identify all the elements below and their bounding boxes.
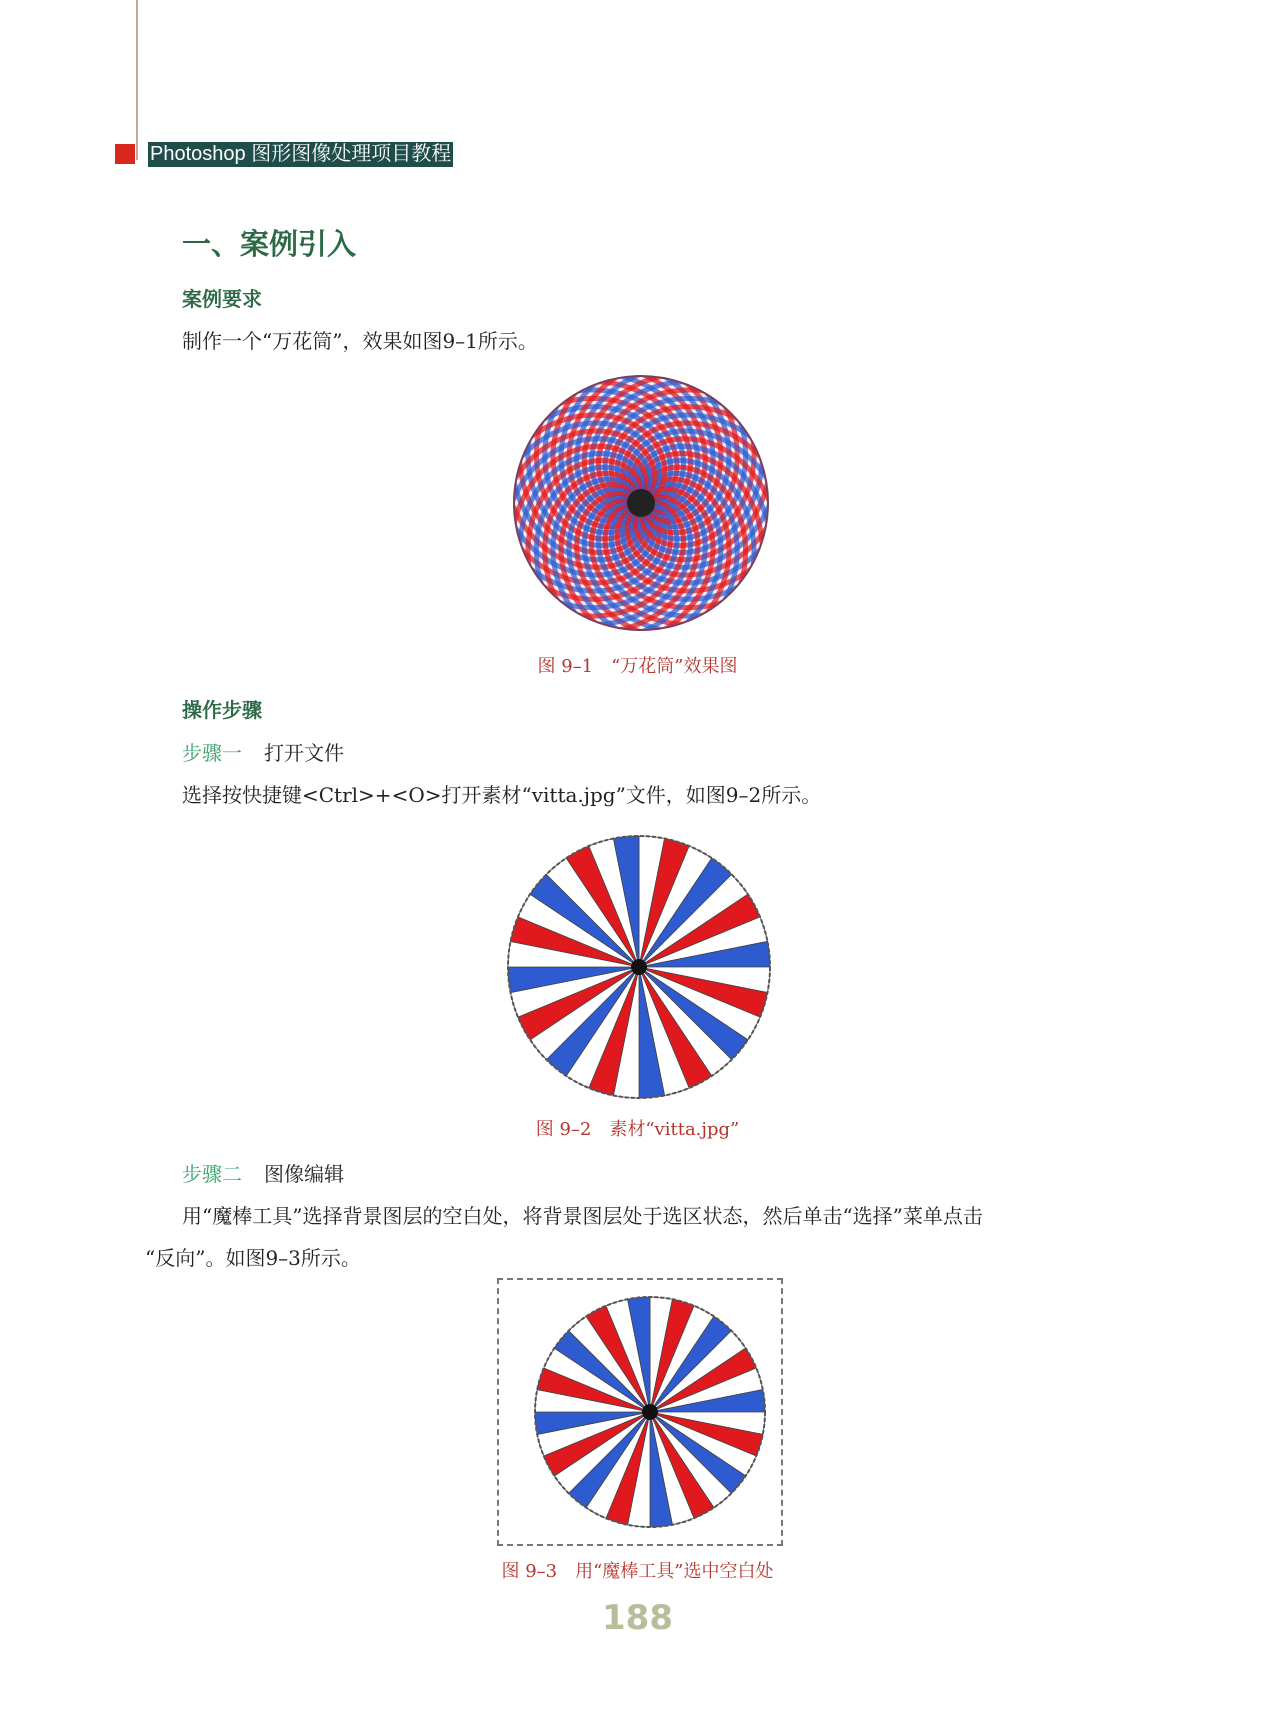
figure-kaleidoscope xyxy=(510,372,772,634)
margin-rule xyxy=(136,0,138,160)
step-2-title: 图像编辑 xyxy=(264,1162,344,1186)
figure-striped-wheel xyxy=(505,833,773,1101)
step-1-label: 步骤一 xyxy=(182,741,242,765)
book-title: Photoshop 图形图像处理项目教程 xyxy=(150,143,452,165)
step-1 xyxy=(182,737,344,766)
requirement-text: 制作一个“万花筒”，效果如图9–1所示。 xyxy=(182,329,538,353)
figure-selected-wheel xyxy=(532,1294,768,1530)
figure-2-caption: 图 9–2 素材“vitta.jpg” xyxy=(535,1119,740,1140)
figure-3-caption: 图 9–3 用“魔棒工具”选中空白处 xyxy=(501,1561,774,1582)
steps-heading: 操作步骤 xyxy=(182,698,262,722)
requirement-heading: 案例要求 xyxy=(182,287,262,311)
page-number: 188 xyxy=(602,1598,673,1638)
header-marker xyxy=(115,144,135,164)
step-1-title: 打开文件 xyxy=(264,741,344,765)
figure-1-caption: 图 9–1 “万花筒”效果图 xyxy=(537,656,738,677)
step-1-text: 选择按快捷键<Ctrl>+<O>打开素材“vitta.jpg”文件，如图9–2所示。 xyxy=(182,783,822,807)
step-2 xyxy=(182,1158,344,1187)
section-title: 一、案例引入 xyxy=(182,227,357,261)
step-2-text-line1: 用“魔棒工具”选择背景图层的空白处，将背景图层处于选区状态，然后单击“选择”菜单点击 xyxy=(182,1204,983,1228)
step-2-text-line2: “反向”。如图9–3所示。 xyxy=(145,1246,361,1270)
step-2-label: 步骤二 xyxy=(182,1162,242,1186)
